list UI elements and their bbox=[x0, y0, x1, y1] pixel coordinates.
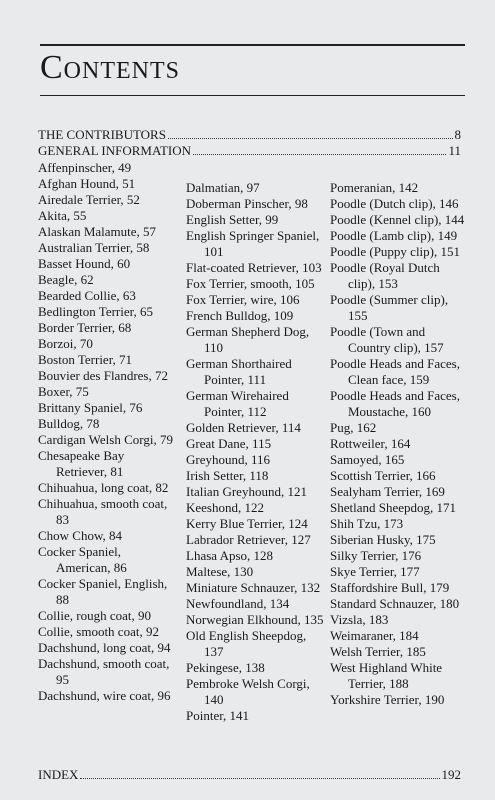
toc-entry-label: INDEX bbox=[38, 767, 79, 782]
breed-column-1 bbox=[38, 160, 173, 704]
breed-entry[interactable]: Flat-coated Retriever, 103 bbox=[186, 260, 322, 275]
breed-entry[interactable]: Pug, 162 bbox=[330, 420, 377, 435]
breed-entry[interactable]: Border Terrier, 68 bbox=[38, 320, 132, 335]
breed-entry[interactable]: Bedlington Terrier, 65 bbox=[38, 304, 153, 319]
toc-entry-page: 11 bbox=[448, 143, 461, 158]
breed-entry[interactable]: Poodle (Dutch clip), 146 bbox=[330, 196, 459, 211]
title-underline bbox=[40, 95, 465, 96]
breed-entry[interactable]: Poodle Heads and Faces, Clean face, 159 bbox=[330, 356, 460, 387]
breed-entry[interactable]: Kerry Blue Terrier, 124 bbox=[186, 516, 308, 531]
breed-entry[interactable]: Skye Terrier, 177 bbox=[330, 564, 420, 579]
breed-entry[interactable]: Affenpinscher, 49 bbox=[38, 160, 132, 175]
breed-entry[interactable]: Chow Chow, 84 bbox=[38, 528, 123, 543]
breed-entry[interactable]: Poodle (Royal Dutch clip), 153 bbox=[330, 260, 440, 291]
toc-entry-page: 8 bbox=[454, 127, 461, 142]
breed-entry[interactable]: Dachshund, wire coat, 96 bbox=[38, 688, 171, 703]
breed-entry[interactable]: Akita, 55 bbox=[38, 208, 87, 223]
breed-entry[interactable]: Greyhound, 116 bbox=[186, 452, 271, 467]
breed-entry[interactable]: Fox Terrier, smooth, 105 bbox=[186, 276, 315, 291]
breed-entry[interactable]: German Shepherd Dog, 110 bbox=[186, 324, 310, 355]
breed-entry[interactable]: Standard Schnauzer, 180 bbox=[330, 596, 460, 611]
breed-entry[interactable]: Doberman Pinscher, 98 bbox=[186, 196, 308, 211]
breed-entry[interactable]: West Highland White Terrier, 188 bbox=[330, 660, 443, 691]
breed-entry[interactable]: Collie, smooth coat, 92 bbox=[38, 624, 159, 639]
breed-entry[interactable]: German Shorthaired Pointer, 111 bbox=[186, 356, 292, 387]
breed-entry[interactable]: Poodle Heads and Faces, Moustache, 160 bbox=[330, 388, 460, 419]
breed-entry[interactable]: Lhasa Apso, 128 bbox=[186, 548, 274, 563]
breed-entry[interactable]: Irish Setter, 118 bbox=[186, 468, 269, 483]
breed-entry[interactable]: Poodle (Town and Country clip), 157 bbox=[330, 324, 444, 355]
breed-entry[interactable]: Alaskan Malamute, 57 bbox=[38, 224, 157, 239]
breed-entry[interactable]: Pointer, 141 bbox=[186, 708, 250, 723]
breed-entry[interactable]: Cocker Spaniel, English, 88 bbox=[38, 576, 168, 607]
breed-entry[interactable]: English Setter, 99 bbox=[186, 212, 279, 227]
breed-entry[interactable]: Shetland Sheepdog, 171 bbox=[330, 500, 457, 515]
breed-entry[interactable]: Australian Terrier, 58 bbox=[38, 240, 150, 255]
breed-entry[interactable]: Airedale Terrier, 52 bbox=[38, 192, 140, 207]
breed-entry[interactable]: Poodle (Kennel clip), 144 bbox=[330, 212, 465, 227]
breed-entry[interactable]: Boston Terrier, 71 bbox=[38, 352, 133, 367]
breed-entry[interactable]: Labrador Retriever, 127 bbox=[186, 532, 311, 547]
breed-entry[interactable]: Pomeranian, 142 bbox=[330, 180, 419, 195]
breed-entry[interactable]: Keeshond, 122 bbox=[186, 500, 264, 515]
breed-entry[interactable]: Fox Terrier, wire, 106 bbox=[186, 292, 300, 307]
breed-entry[interactable]: Scottish Terrier, 166 bbox=[330, 468, 436, 483]
breed-entry[interactable]: Basset Hound, 60 bbox=[38, 256, 131, 271]
breed-entry[interactable]: Sealyham Terrier, 169 bbox=[330, 484, 445, 499]
breed-column-2 bbox=[186, 180, 326, 724]
breed-entry[interactable]: Pekingese, 138 bbox=[186, 660, 265, 675]
breed-entry[interactable]: Cocker Spaniel, American, 86 bbox=[38, 544, 127, 575]
breed-entry[interactable]: Dalmatian, 97 bbox=[186, 180, 260, 195]
breed-entry[interactable]: Samoyed, 165 bbox=[330, 452, 405, 467]
breed-entry[interactable]: Chihuahua, smooth coat, 83 bbox=[38, 496, 168, 527]
breed-entry[interactable]: Borzoi, 70 bbox=[38, 336, 93, 351]
breed-entry[interactable]: Chesapeake Bay Retriever, 81 bbox=[38, 448, 125, 479]
breed-entry[interactable]: German Wirehaired Pointer, 112 bbox=[186, 388, 289, 419]
toc-entry-label: GENERAL INFORMATION bbox=[38, 143, 191, 158]
breed-entry[interactable]: Afghan Hound, 51 bbox=[38, 176, 136, 191]
breed-entry[interactable]: Maltese, 130 bbox=[186, 564, 254, 579]
breed-entry[interactable]: Brittany Spaniel, 76 bbox=[38, 400, 143, 415]
breed-entry[interactable]: Norwegian Elkhound, 135 bbox=[186, 612, 324, 627]
breed-entry[interactable]: Siberian Husky, 175 bbox=[330, 532, 436, 547]
breed-entry[interactable]: Poodle (Puppy clip), 151 bbox=[330, 244, 460, 259]
breed-entry[interactable]: Newfoundland, 134 bbox=[186, 596, 290, 611]
top-rule bbox=[40, 44, 465, 46]
breed-entry[interactable]: Yorkshire Terrier, 190 bbox=[330, 692, 445, 707]
toc-entry-index[interactable] bbox=[38, 768, 461, 782]
breed-entry[interactable]: Welsh Terrier, 185 bbox=[330, 644, 426, 659]
breed-entry[interactable]: Dachshund, smooth coat, 95 bbox=[38, 656, 170, 687]
breed-column-3 bbox=[330, 180, 465, 708]
dot-leader bbox=[168, 129, 453, 139]
breed-entry[interactable]: Pembroke Welsh Corgi, 140 bbox=[186, 676, 310, 707]
breed-entry[interactable]: Collie, rough coat, 90 bbox=[38, 608, 152, 623]
breed-entry[interactable]: Shih Tzu, 173 bbox=[330, 516, 404, 531]
breed-entry[interactable]: Silky Terrier, 176 bbox=[330, 548, 422, 563]
breed-entry[interactable]: Vizsla, 183 bbox=[330, 612, 389, 627]
toc-entry-page: 192 bbox=[441, 767, 461, 782]
breed-entry[interactable]: Rottweiler, 164 bbox=[330, 436, 411, 451]
breed-entry[interactable]: Bouvier des Flandres, 72 bbox=[38, 368, 168, 383]
breed-entry[interactable]: Miniature Schnauzer, 132 bbox=[186, 580, 321, 595]
toc-entry-general-information[interactable] bbox=[38, 144, 461, 158]
breed-entry[interactable]: Boxer, 75 bbox=[38, 384, 89, 399]
breed-entry[interactable]: Cardigan Welsh Corgi, 79 bbox=[38, 432, 173, 447]
breed-entry[interactable]: Staffordshire Bull, 179 bbox=[330, 580, 450, 595]
breed-entry[interactable]: Poodle (Lamb clip), 149 bbox=[330, 228, 458, 243]
dot-leader bbox=[193, 145, 446, 155]
breed-entry[interactable]: Dachshund, long coat, 94 bbox=[38, 640, 171, 655]
toc-entry-label: THE CONTRIBUTORS bbox=[38, 127, 166, 142]
breed-entry[interactable]: French Bulldog, 109 bbox=[186, 308, 294, 323]
dot-leader bbox=[80, 769, 439, 779]
page-title: Contents bbox=[40, 49, 181, 86]
breed-entry[interactable]: Bearded Collie, 63 bbox=[38, 288, 136, 303]
breed-entry[interactable]: Italian Greyhound, 121 bbox=[186, 484, 307, 499]
breed-entry[interactable]: Great Dane, 115 bbox=[186, 436, 272, 451]
breed-entry[interactable]: Weimaraner, 184 bbox=[330, 628, 419, 643]
breed-entry[interactable]: Chihuahua, long coat, 82 bbox=[38, 480, 169, 495]
breed-entry[interactable]: Old English Sheepdog, 137 bbox=[186, 628, 307, 659]
breed-entry[interactable]: Poodle (Summer clip), 155 bbox=[330, 292, 449, 323]
toc-entry-contributors[interactable] bbox=[38, 128, 461, 142]
breed-entry[interactable]: Bulldog, 78 bbox=[38, 416, 100, 431]
breed-entry[interactable]: Golden Retriever, 114 bbox=[186, 420, 301, 435]
breed-entry[interactable]: English Springer Spaniel, 101 bbox=[186, 228, 320, 259]
breed-index-columns bbox=[0, 160, 495, 760]
breed-entry[interactable]: Beagle, 62 bbox=[38, 272, 94, 287]
